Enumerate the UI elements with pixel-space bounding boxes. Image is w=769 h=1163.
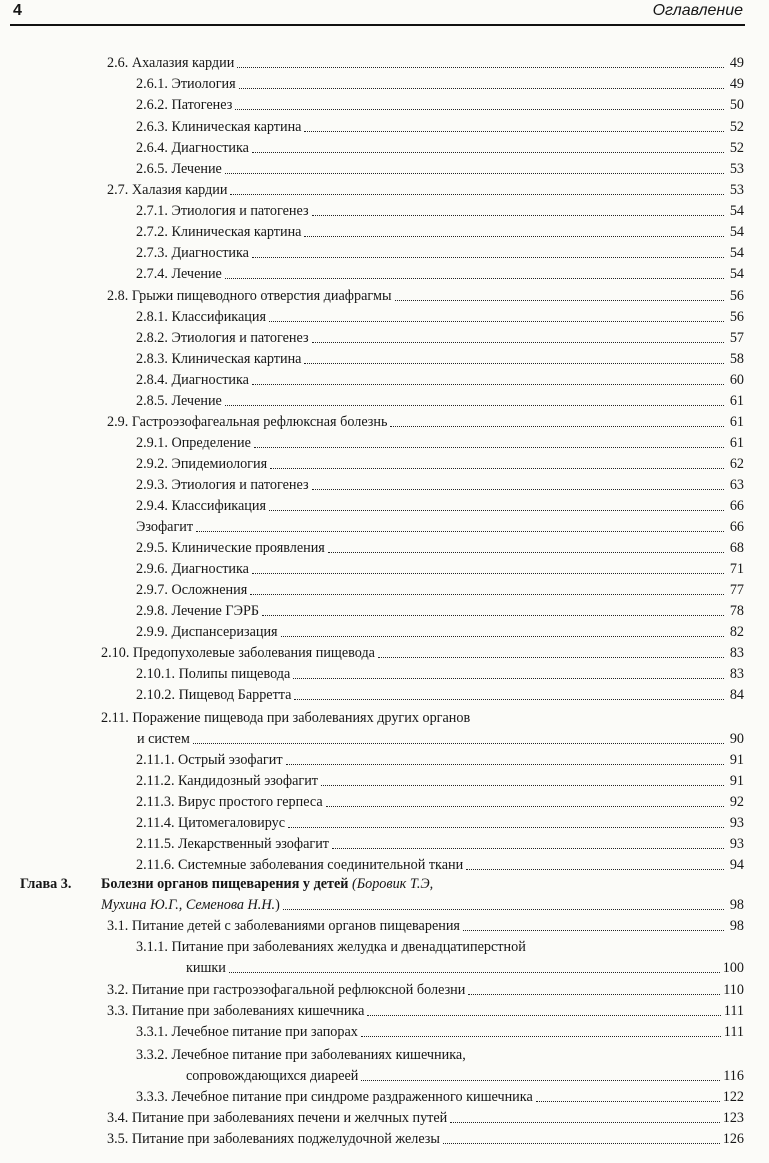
toc-entry-label: и систем — [137, 731, 190, 747]
toc-entry-label: 2.6.1. Этиология — [136, 76, 236, 92]
toc-entry-page: 83 — [729, 645, 744, 661]
toc-entry-label: 2.10.2. Пищевод Барретта — [136, 687, 292, 703]
toc-entry — [136, 222, 744, 242]
toc-entry-page: 111 — [723, 1003, 744, 1019]
dot-leader — [230, 190, 724, 195]
toc-entry-page: 60 — [729, 372, 744, 388]
toc-entry — [186, 958, 744, 978]
toc-entry — [136, 685, 744, 705]
toc-entry-label: 3.4. Питание при заболеваниях печени и желчных путей — [107, 1110, 448, 1126]
toc-entry-label: 2.9.2. Эпидемиология — [136, 456, 268, 472]
toc-entry — [136, 349, 744, 369]
toc-entry — [136, 750, 744, 770]
dot-leader — [283, 905, 724, 910]
toc-entry-page: 116 — [723, 1068, 744, 1084]
toc-entry — [136, 496, 744, 516]
toc-entry — [136, 517, 744, 537]
toc-entry-label: 2.11.1. Острый эзофагит — [136, 752, 283, 768]
toc-entry — [137, 729, 744, 749]
toc-entry — [136, 74, 744, 94]
toc-entry-page: 93 — [729, 815, 744, 831]
toc-entry-page: 54 — [729, 224, 744, 240]
dot-leader — [312, 485, 724, 490]
toc-entry-label: 2.9. Гастроэзофагеальная рефлюксная болезнь — [107, 414, 388, 430]
toc-entry-label: 2.6.2. Патогенез — [136, 97, 233, 113]
toc-entry-page: 98 — [729, 918, 744, 934]
toc-entry-label: 2.7.4. Лечение — [136, 266, 222, 282]
chapter-label: Глава 3. — [20, 876, 72, 892]
chapter-title: Болезни органов пищеварения у детей — [101, 876, 349, 892]
toc-entry — [107, 1108, 744, 1128]
toc-entry-page: 63 — [729, 477, 744, 493]
toc-entry-label: 2.6.4. Диагностика — [136, 140, 249, 156]
toc-entry — [136, 159, 744, 179]
toc-entry-label: 2.11.5. Лекарственный эзофагит — [136, 836, 329, 852]
toc-entry-label: Эзофагит — [136, 519, 194, 535]
toc-entry-label: 2.9.1. Определение — [136, 435, 251, 451]
dot-leader — [196, 527, 724, 532]
toc-entry-label: 2.8.5. Лечение — [136, 393, 222, 409]
toc-entry-page: 49 — [729, 76, 744, 92]
toc-entry-page: 56 — [729, 288, 744, 304]
toc-entry-page: 123 — [722, 1110, 744, 1126]
toc-entry-label: 3.3.1. Лечебное питание при запорах — [136, 1024, 358, 1040]
dot-leader — [304, 127, 724, 132]
toc-entry-label: 2.9.9. Диспансеризация — [136, 624, 278, 640]
dot-leader — [332, 844, 724, 849]
dot-leader — [239, 84, 724, 89]
toc-entry-page: 100 — [722, 960, 744, 976]
toc-entry-label: 2.9.3. Этиология и патогенез — [136, 477, 309, 493]
toc-entry — [107, 916, 744, 936]
dot-leader — [293, 674, 724, 679]
dot-leader — [262, 611, 724, 616]
toc-entry — [136, 328, 744, 348]
toc-entry-page: 54 — [729, 266, 744, 282]
toc-entry-label: кишки — [186, 960, 226, 976]
toc-entry-page: 82 — [729, 624, 744, 640]
toc-entry — [136, 95, 744, 115]
toc-entry — [136, 622, 744, 642]
running-title: Оглавление — [652, 2, 743, 19]
dot-leader — [378, 653, 724, 658]
toc-entry — [136, 307, 744, 327]
toc-entry-page: 57 — [729, 330, 744, 346]
dot-leader — [395, 296, 724, 301]
dot-leader — [252, 148, 724, 153]
dot-leader — [321, 781, 724, 786]
dot-leader — [229, 968, 720, 973]
chapter-authors-line2 — [101, 895, 280, 915]
toc-entry-label: 2.9.4. Классификация — [136, 498, 266, 514]
toc-entry — [186, 1066, 744, 1086]
toc-entry — [107, 53, 744, 73]
dot-leader — [254, 443, 724, 448]
toc-entry-label: 2.11.2. Кандидозный эзофагит — [136, 773, 318, 789]
toc-entry-page: 71 — [729, 561, 744, 577]
toc-entry-page: 84 — [729, 687, 744, 703]
toc-entry-page: 54 — [729, 203, 744, 219]
page-number: 4 — [13, 2, 22, 19]
toc-entry-page: 61 — [729, 435, 744, 451]
dot-leader — [361, 1076, 720, 1081]
dot-leader — [390, 422, 724, 427]
toc-entry-label: 2.9.6. Диагностика — [136, 561, 249, 577]
toc-entry — [136, 433, 744, 453]
toc-entry — [136, 559, 744, 579]
dot-leader — [252, 380, 724, 385]
toc-entry-label: 3.1. Питание детей с заболеваниями органов пищеварения — [107, 918, 460, 934]
toc-entry-label: 2.10.1. Полипы пищевода — [136, 666, 291, 682]
dot-leader — [361, 1032, 721, 1037]
dot-leader — [225, 169, 724, 174]
dot-leader — [328, 548, 724, 553]
toc-entry — [101, 643, 744, 663]
toc-entry-page: 61 — [729, 393, 744, 409]
toc-entry — [136, 391, 744, 411]
toc-entry-label: 2.8.3. Клиническая картина — [136, 351, 302, 367]
toc-entry — [136, 834, 744, 854]
dot-leader — [367, 1011, 720, 1016]
toc-entry-label: 2.8. Грыжи пищеводного отверстия диафрагмы — [107, 288, 392, 304]
dot-leader — [450, 1118, 719, 1123]
dot-leader — [269, 506, 724, 511]
toc-entry-label: 2.7.2. Клиническая картина — [136, 224, 302, 240]
toc-entry-page: 66 — [729, 498, 744, 514]
toc-entry — [107, 286, 744, 306]
dot-leader — [281, 632, 724, 637]
dot-leader — [304, 232, 724, 237]
toc-entry-page: 50 — [729, 97, 744, 113]
toc-entry-page: 77 — [729, 582, 744, 598]
dot-leader — [225, 401, 724, 406]
toc-entry-page: 126 — [722, 1131, 744, 1147]
toc-entry-page: 61 — [729, 414, 744, 430]
dot-leader — [312, 211, 724, 216]
toc-entry-page: 122 — [722, 1089, 744, 1105]
toc-entry-label: 2.7. Халазия кардии — [107, 182, 228, 198]
toc-entry-label: 2.11.6. Системные заболевания соединительной ткани — [136, 857, 464, 873]
toc-entry-page: 91 — [729, 773, 744, 789]
dot-leader — [468, 990, 720, 995]
dot-leader — [466, 865, 724, 870]
toc-entry — [107, 1001, 744, 1021]
toc-entry-page: 54 — [729, 245, 744, 261]
dot-leader — [252, 569, 724, 574]
dot-leader — [312, 338, 724, 343]
toc-entry — [136, 370, 744, 390]
toc-entry-page: 93 — [729, 836, 744, 852]
toc-entry — [107, 980, 744, 1000]
toc-entry-page: 98 — [729, 897, 744, 913]
toc-entry-page: 58 — [729, 351, 744, 367]
dot-leader — [294, 695, 724, 700]
toc-entry-page: 66 — [729, 519, 744, 535]
dot-leader — [304, 359, 724, 364]
toc-entry — [136, 601, 744, 621]
toc-entry — [101, 895, 744, 915]
dot-leader — [252, 253, 724, 258]
dot-leader — [326, 802, 724, 807]
dot-leader — [193, 739, 724, 744]
toc-entry — [136, 1022, 744, 1042]
toc-entry-332-line1: 3.3.2. Лечебное питание при заболеваниях кишечника, — [136, 1047, 466, 1063]
toc-entry-label: 2.7.3. Диагностика — [136, 245, 249, 261]
toc-entry-label: 2.11.3. Вирус простого герпеса — [136, 794, 323, 810]
toc-entry-label: 2.6. Ахалазия кардии — [107, 55, 235, 71]
toc-entry-page: 56 — [729, 309, 744, 325]
toc-entry-page: 90 — [729, 731, 744, 747]
toc-entry-211-line1: 2.11. Поражение пищевода при заболеваниях других органов — [101, 710, 471, 726]
toc-entry-label: 2.9.8. Лечение ГЭРБ — [136, 603, 260, 619]
toc-entry-page: 52 — [729, 140, 744, 156]
toc-entry — [136, 264, 744, 284]
toc-entry-page: 53 — [729, 182, 744, 198]
toc-entry — [136, 538, 744, 558]
toc-entry — [107, 412, 744, 432]
toc-entry-page: 53 — [729, 161, 744, 177]
toc-entry-label: 3.3. Питание при заболеваниях кишечника — [107, 1003, 365, 1019]
toc-entry-label: 2.9.7. Осложнения — [136, 582, 248, 598]
toc-entry-page: 111 — [723, 1024, 744, 1040]
toc-entry-311-line1: 3.1.1. Питание при заболеваниях желудка и двенадцатиперстной — [136, 939, 526, 955]
toc-entry-page: 68 — [729, 540, 744, 556]
toc-entry-label: 3.5. Питание при заболеваниях поджелудочной железы — [107, 1131, 440, 1147]
toc-entry — [136, 117, 744, 137]
toc-entry-page: 110 — [723, 982, 744, 998]
toc-entry-label: 2.8.1. Классификация — [136, 309, 266, 325]
dot-leader — [269, 317, 724, 322]
dot-leader — [237, 63, 724, 68]
dot-leader — [443, 1139, 720, 1144]
dot-leader — [536, 1097, 720, 1102]
toc-entry — [136, 201, 744, 221]
toc-entry-label: 2.6.5. Лечение — [136, 161, 222, 177]
dot-leader — [288, 823, 724, 828]
toc-entry-label: 2.8.2. Этиология и патогенез — [136, 330, 309, 346]
toc-entry-label: 2.10. Предопухолевые заболевания пищевода — [101, 645, 375, 661]
dot-leader — [270, 464, 724, 469]
toc-entry — [136, 792, 744, 812]
dot-leader — [250, 590, 724, 595]
toc-entry — [107, 1129, 744, 1149]
toc-entry — [136, 664, 744, 684]
dot-leader — [463, 926, 724, 931]
toc-entry-label: 2.9.5. Клинические проявления — [136, 540, 325, 556]
chapter-authors-close: ) — [275, 897, 280, 913]
toc-entry-page: 49 — [729, 55, 744, 71]
toc-entry — [107, 180, 744, 200]
dot-leader — [286, 760, 724, 765]
toc-entry-page: 92 — [729, 794, 744, 810]
toc-entry-label: 3.3.3. Лечебное питание при синдроме раздраженного кишечника — [136, 1089, 533, 1105]
toc-entry-label: 3.2. Питание при гастроэзофагальной рефлюксной болезни — [107, 982, 466, 998]
toc-entry-page: 62 — [729, 456, 744, 472]
toc-entry — [136, 771, 744, 791]
toc-entry-label: 2.8.4. Диагностика — [136, 372, 249, 388]
toc-entry-page: 52 — [729, 119, 744, 135]
toc-entry-label: 2.7.1. Этиология и патогенез — [136, 203, 309, 219]
toc-entry — [136, 138, 744, 158]
dot-leader — [225, 274, 724, 279]
toc-entry-page: 78 — [729, 603, 744, 619]
toc-entry-page: 94 — [729, 857, 744, 873]
toc-entry — [136, 813, 744, 833]
chapter-authors-part1: (Боровик Т.Э, — [352, 876, 434, 892]
chapter-title-line1 — [101, 874, 433, 894]
toc-entry — [136, 243, 744, 263]
toc-entry — [136, 855, 744, 875]
toc-entry-label: 2.6.3. Клиническая картина — [136, 119, 302, 135]
chapter-authors-part2: Мухина Ю.Г., Семенова Н.Н. — [101, 897, 276, 913]
toc-entry — [136, 1087, 744, 1107]
toc-entry-label: сопровождающихся диареей — [186, 1068, 359, 1084]
toc-entry-page: 91 — [729, 752, 744, 768]
dot-leader — [235, 105, 724, 110]
toc-entry — [136, 580, 744, 600]
toc-entry — [136, 475, 744, 495]
toc-entry-page: 83 — [729, 666, 744, 682]
toc-entry — [136, 454, 744, 474]
toc-entry-label: 2.11.4. Цитомегаловирус — [136, 815, 285, 831]
